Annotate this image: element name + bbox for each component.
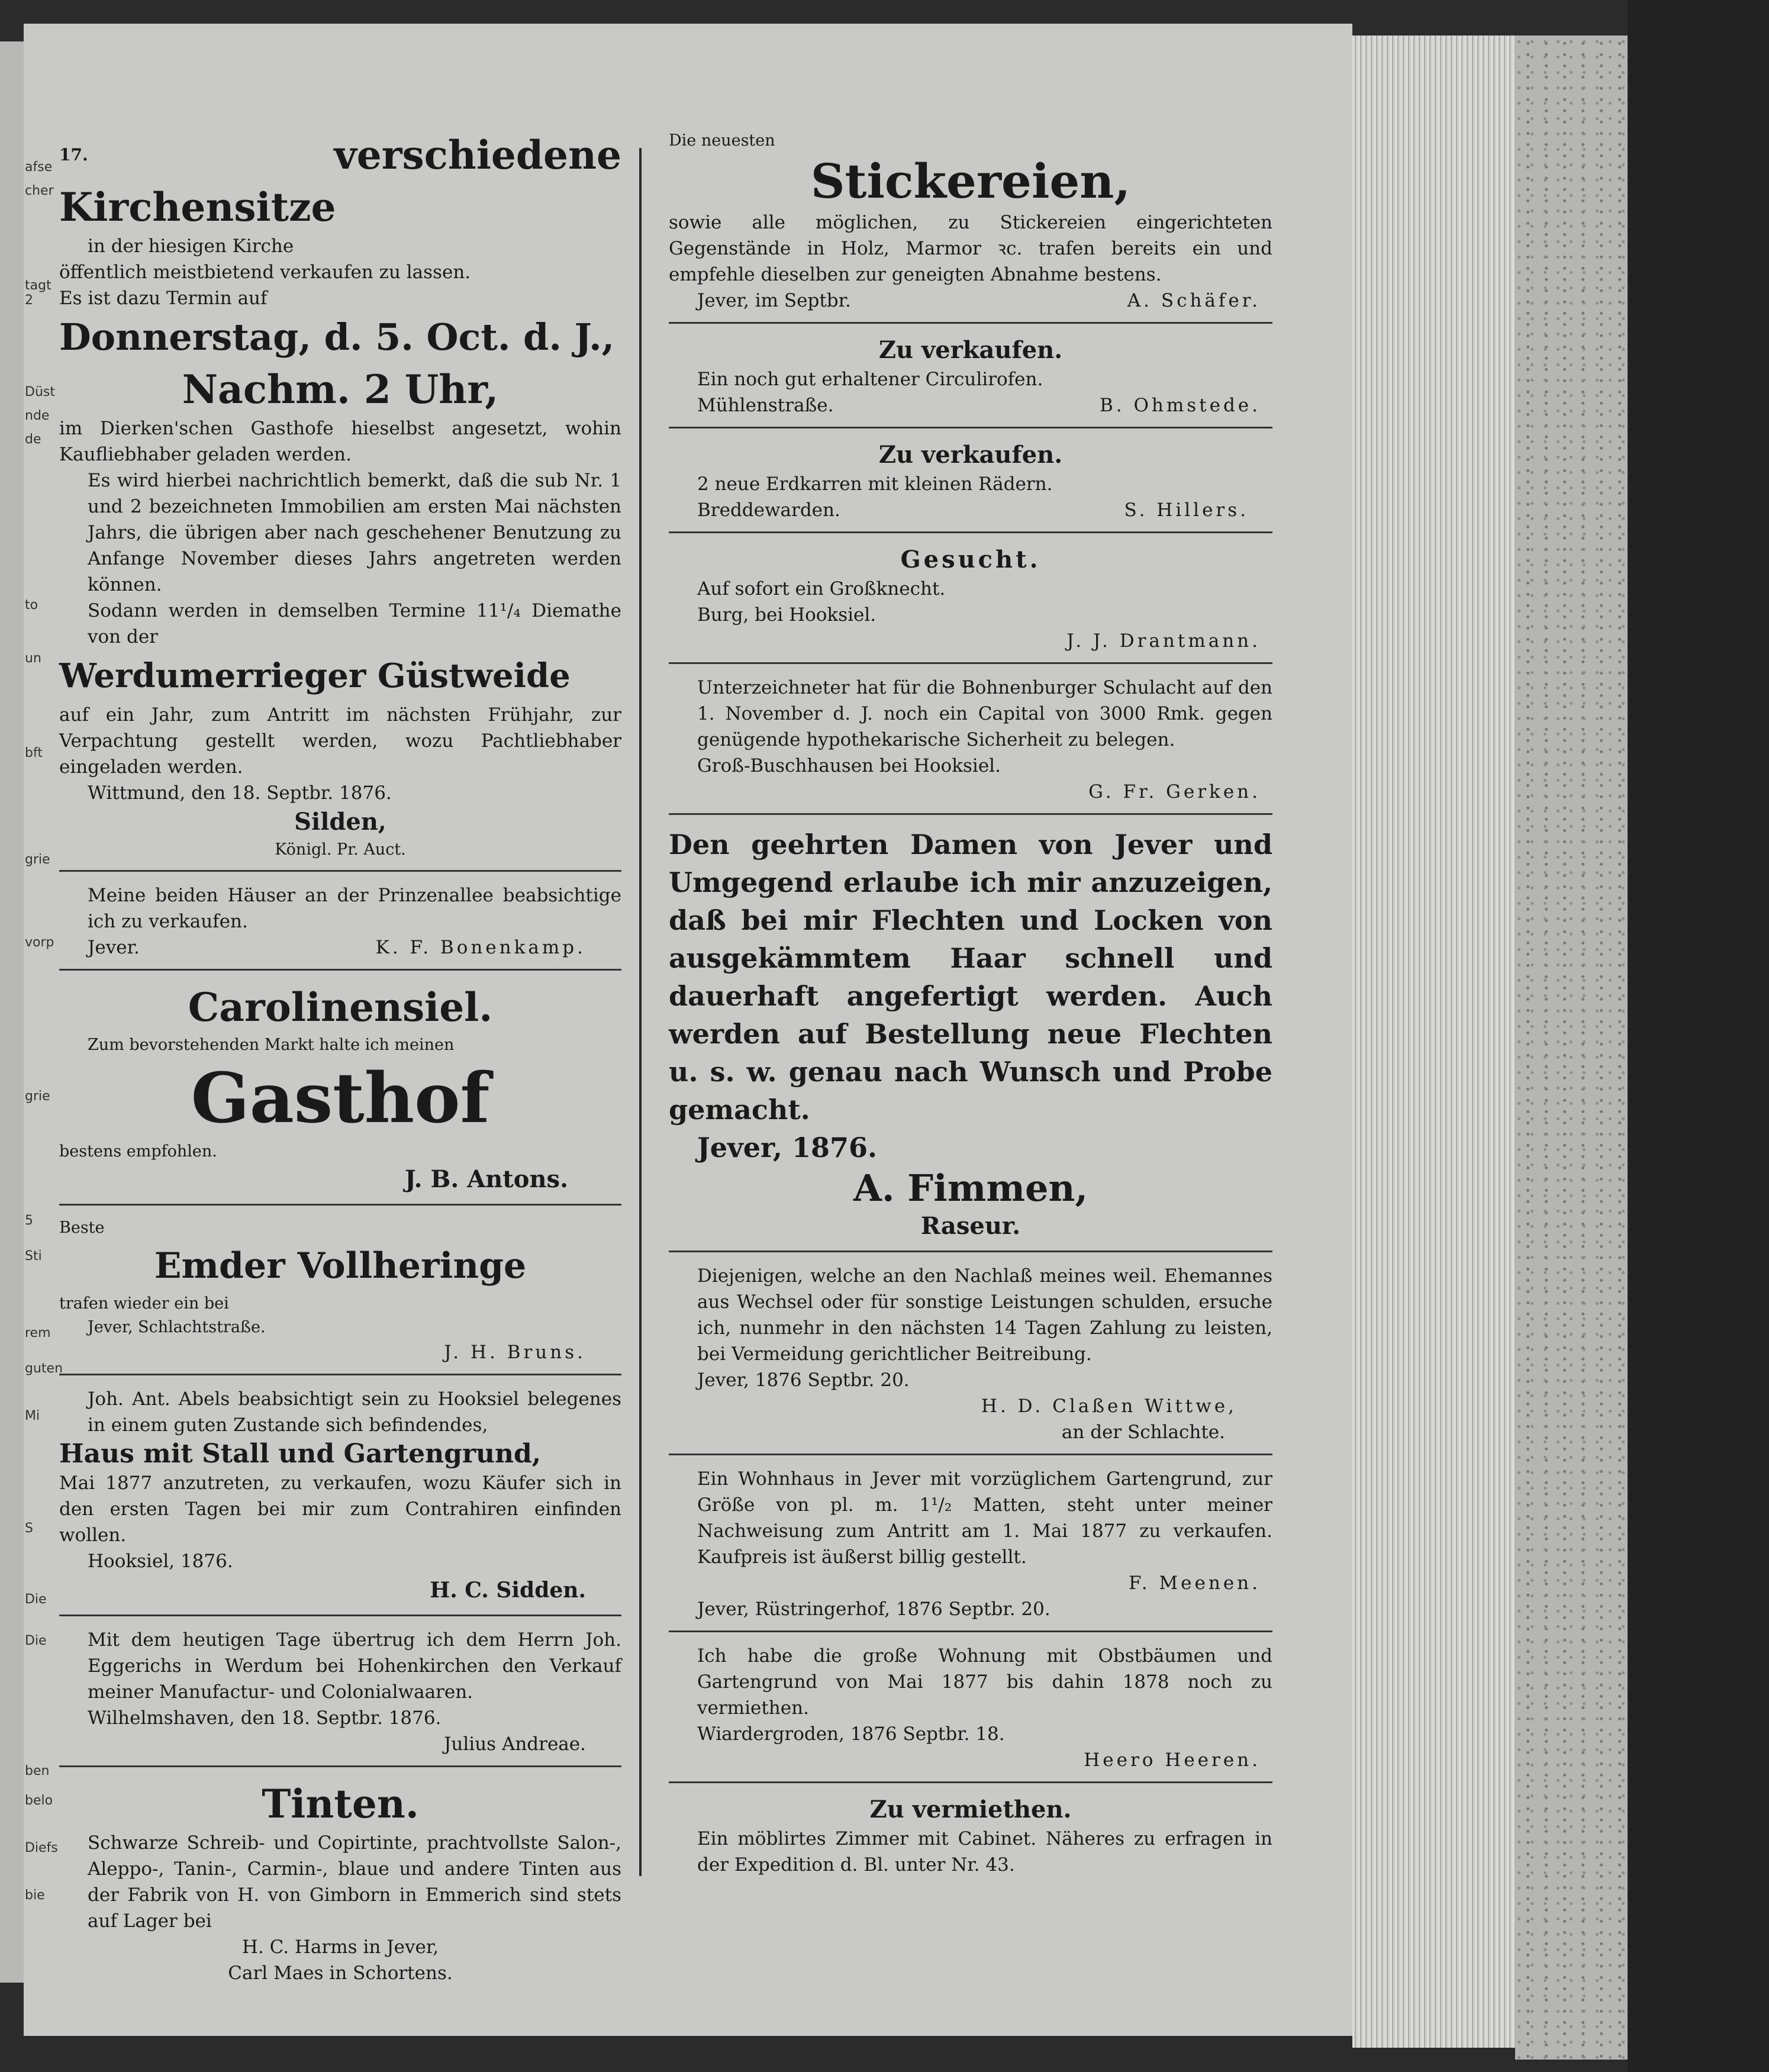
signature: S. Hillers.	[1124, 500, 1249, 521]
place: Breddewarden.	[697, 500, 840, 521]
page-gutter	[0, 41, 24, 1983]
neighbouring-page-margin	[24, 148, 63, 1923]
margin-fragment: Die	[25, 1592, 47, 1607]
ad-number: 17.	[59, 145, 88, 165]
text-line: Es ist dazu Termin auf	[59, 288, 268, 309]
paragraph: Es wird hierbei nachrichtlich bemerkt, daß die sub Nr. 1 und 2 bezeichneten Immobilien am ersten Mai nächsten Jahrs, die übrigen aber nach geschehener Benutzung zu Anfange November dieses Jahrs angetreten werden können.	[88, 470, 621, 595]
place-date: Hooksiel, 1876.	[88, 1551, 233, 1572]
ad-wohnung	[669, 1638, 1272, 1783]
margin-fragment: bie	[25, 1888, 45, 1903]
signature: H. D. Claßen Wittwe,	[981, 1396, 1237, 1417]
text-line: bestens empfohlen.	[59, 1142, 217, 1161]
ad-zu-verkaufen-erdkarren	[669, 434, 1272, 533]
text-line: Ein noch gut erhaltener Circulirofen.	[697, 369, 1043, 390]
ad-title: Tinten.	[262, 1781, 419, 1827]
ad-uebertragung	[59, 1622, 621, 1767]
paragraph: Schwarze Schreib- und Copirtinte, prachtvollste Salon-, Aleppo-, Tanin-, Carmin-, blaue und andere Tinten aus der Fabrik von H. von Gimborn in Emmerich sind stets auf Lager bei	[88, 1832, 621, 1932]
paragraph: Meine beiden Häuser an der Prinzenallee beabsichtige ich zu verkaufen.	[88, 885, 621, 932]
paragraph: Ich habe die große Wohnung mit Obstbäumen und Gartengrund von Mai 1877 bis dahin 1878 noch zu vermiethen.	[697, 1645, 1272, 1719]
book-cover-edge	[1515, 36, 1628, 2060]
text-line: trafen wieder ein bei	[59, 1294, 229, 1313]
ad-title: verschiedene Kirchensitze	[59, 132, 621, 230]
margin-fragment: nde	[25, 408, 50, 423]
ad-haus-verkauf	[59, 1381, 621, 1616]
ad-title: Emder Vollheringe	[154, 1245, 527, 1287]
ad-title: Carolinensiel.	[188, 984, 493, 1030]
text-line: Burg, bei Hooksiel.	[697, 604, 877, 626]
signature-line: an der Schlachte.	[1061, 1422, 1225, 1443]
margin-fragment: belo	[25, 1793, 53, 1808]
paragraph: Ein Wohnhaus in Jever mit vorzüglichem Gartengrund, zur Größe von pl. m. 1¹/₂ Matten, steht unter meiner Nachweisung zum Antritt am 1. Mai 1877 zu verkaufen. Kaufpreis ist äußerst billig gestellt.	[697, 1468, 1272, 1568]
margin-fragment: Mi	[25, 1409, 40, 1423]
ad-tinten	[59, 1773, 621, 1994]
column-rule	[639, 148, 642, 1876]
ad-nachlass	[669, 1258, 1272, 1455]
ad-haeuser	[59, 878, 621, 971]
text-line: 2 neue Erdkarren mit kleinen Rädern.	[697, 473, 1053, 495]
signature: A. Schäfer.	[1127, 290, 1261, 311]
paragraph: Den geehrten Damen von Jever und Umgegend erlaube ich mir anzuzeigen, daß bei mir Flechten und Locken von ausgekämmtem Haar schnell und dauerhaft angefertigt werden. Auch werden auf Bestellung neue Flechten u. s. w. genau nach Wunsch und Probe gemacht.	[669, 829, 1272, 1126]
margin-fragment: Diefs	[25, 1841, 58, 1855]
signature: F. Meenen.	[1129, 1572, 1261, 1594]
margin-fragment: rem	[25, 1326, 51, 1340]
margin-fragment: cher	[25, 183, 54, 198]
place: Jever.	[88, 937, 140, 958]
margin-fragment: ben	[25, 1764, 50, 1778]
margin-fragment: tagt 2	[25, 278, 51, 308]
margin-fragment: bft	[25, 746, 43, 761]
ad-heading: Zu verkaufen.	[878, 441, 1063, 469]
ad-big-title: Gasthof	[191, 1058, 490, 1139]
margin-fragment: grie	[25, 852, 50, 867]
paragraph: im Dierken'schen Gasthofe hieselbst angesetzt, wohin Kaufliebhaber geladen werden.	[59, 418, 621, 465]
paragraph: Mai 1877 anzutreten, zu verkaufen, wozu Käufer sich in den ersten Tagen bei mir zum Contrahiren einfinden wollen.	[59, 1472, 621, 1546]
right-column	[669, 124, 1272, 1959]
paragraph: Unterzeichneter hat für die Bohnenburger Schulacht auf den 1. November d. J. noch ein Capital von 3000 Rmk. gegen genügende hypothekarische Sicherheit zu belegen.	[697, 677, 1272, 750]
margin-fragment: S	[25, 1521, 33, 1536]
text-line: in der hiesigen Kirche	[88, 236, 294, 257]
ad-heading: Haus mit Stall und Gartengrund,	[59, 1439, 542, 1469]
paragraph: sowie alle möglichen, zu Stickereien eingerichteten Gegenstände in Holz, Marmor ꝛc. trafen bereits ein und empfehle dieselben zur geneigten Abnahme bestens.	[669, 212, 1272, 285]
ad-gesucht	[669, 539, 1272, 664]
ad-capital	[669, 670, 1272, 815]
place-date: Wilhelmshaven, den 18. Septbr. 1876.	[88, 1707, 442, 1729]
margin-fragment: to	[25, 598, 38, 613]
place: Mühlenstraße.	[697, 395, 834, 416]
margin-fragment: vorp	[25, 935, 54, 950]
place-date: Jever, 1876.	[697, 1132, 877, 1164]
text-line: Beste	[59, 1219, 105, 1237]
ad-wohnhaus	[669, 1461, 1272, 1632]
ad-heading: Zu vermiethen.	[869, 1796, 1072, 1823]
paragraph: auf ein Jahr, zum Antritt im nächsten Frühjahr, zur Verpachtung gestellt werden, wozu Pachtliebhaber eingeladen werden.	[59, 704, 621, 778]
signature: G. Fr. Gerken.	[1088, 781, 1261, 803]
ad-vollheringe	[59, 1211, 621, 1375]
signature: J. J. Drantmann.	[1066, 630, 1261, 652]
paragraph: Joh. Ant. Abels beabsichtigt sein zu Hooksiel belegenes in einem guten Zustande sich befindendes,	[88, 1388, 621, 1436]
place-date: Wiardergroden, 1876 Septbr. 18.	[697, 1723, 1005, 1745]
margin-fragment: de	[25, 432, 41, 447]
signature-title: Raseur.	[920, 1212, 1021, 1240]
ad-stickereien	[669, 124, 1272, 324]
signature: Silden,	[294, 808, 386, 836]
place-date: Jever, im Septbr.	[697, 290, 851, 311]
newspaper-page	[24, 24, 1352, 2036]
left-column	[59, 124, 621, 1984]
signature: H. C. Sidden.	[430, 1578, 586, 1603]
signature: J. B. Antons.	[404, 1165, 568, 1193]
signature: H. C. Harms in Jever,	[241, 1936, 439, 1958]
signature: Carl Maes in Schortens.	[228, 1963, 453, 1984]
signature: K. F. Bonenkamp.	[375, 937, 586, 958]
ad-heading: Zu verkaufen.	[878, 336, 1063, 364]
margin-fragment: Sti	[25, 1249, 42, 1264]
paragraph: Ein möblirtes Zimmer mit Cabinet. Näheres zu erfragen in der Expedition d. Bl. unter Nr. 43.	[697, 1828, 1272, 1876]
place-date: Wittmund, den 18. Septbr. 1876.	[88, 782, 392, 804]
text-line: Zum bevorstehenden Markt halte ich meinen	[88, 1036, 455, 1054]
ad-heading: Gesucht.	[900, 546, 1041, 573]
paragraph: Diejenigen, welche an den Nachlaß meines weil. Ehemannes aus Wechsel oder für sonstige Leistungen schulden, ersuche ich, nunmehr in den nächsten 14 Tagen Zahlung zu leisten, bei Vermeidung gerichtlicher Beitreibung.	[697, 1265, 1272, 1365]
margin-fragment: guten	[25, 1361, 63, 1376]
paragraph: Mit dem heutigen Tage übertrug ich dem Herrn Joh. Eggerichs in Werdum bei Hohenkirchen den Verkauf meiner Manufactur- und Colonialwaaren.	[88, 1629, 621, 1703]
ad-title: Stickereien,	[810, 153, 1131, 209]
place-date: Jever, 1876 Septbr. 20.	[697, 1369, 910, 1391]
signature: A. Fimmen,	[853, 1166, 1088, 1210]
margin-fragment: Die	[25, 1633, 47, 1648]
ad-gasthof	[59, 977, 621, 1206]
background	[1628, 0, 1769, 2072]
text-line: Jever, Schlachtstraße.	[88, 1318, 266, 1336]
ad-heading: Werdumerrieger Güstweide	[59, 656, 571, 695]
signature: J. H. Bruns.	[444, 1342, 586, 1363]
text-line: öffentlich meistbietend verkaufen zu lassen.	[59, 262, 471, 283]
margin-fragment: grie	[25, 1089, 50, 1104]
ad-zu-verkaufen-ofen	[669, 330, 1272, 428]
auction-date: Donnerstag, d. 5. Oct. d. J.,	[59, 315, 615, 359]
margin-fragment: 5	[25, 1213, 33, 1228]
signature: Heero Heeren.	[1084, 1749, 1261, 1771]
signature-title: Königl. Pr. Auct.	[275, 840, 406, 859]
margin-fragment: Düst	[25, 385, 55, 399]
signature: Julius Andreae.	[444, 1733, 586, 1755]
place-date: Jever, Rüstringerhof, 1876 Septbr. 20.	[697, 1599, 1051, 1620]
place: Groß-Buschhausen bei Hooksiel.	[697, 755, 1001, 776]
margin-fragment: afse	[25, 160, 53, 175]
text-line: Die neuesten	[669, 131, 775, 150]
text-line: Auf sofort ein Großknecht.	[697, 578, 946, 600]
ad-flechten	[669, 821, 1272, 1252]
paragraph: Sodann werden in demselben Termine 11¹/₄ Diemathe von der	[88, 600, 621, 647]
ad-kirchensitze	[59, 124, 621, 872]
signature: B. Ohmstede.	[1099, 395, 1261, 416]
margin-fragment: un	[25, 651, 41, 666]
ad-zu-vermiethen	[669, 1789, 1272, 1886]
auction-time: Nachm. 2 Uhr,	[182, 366, 499, 413]
